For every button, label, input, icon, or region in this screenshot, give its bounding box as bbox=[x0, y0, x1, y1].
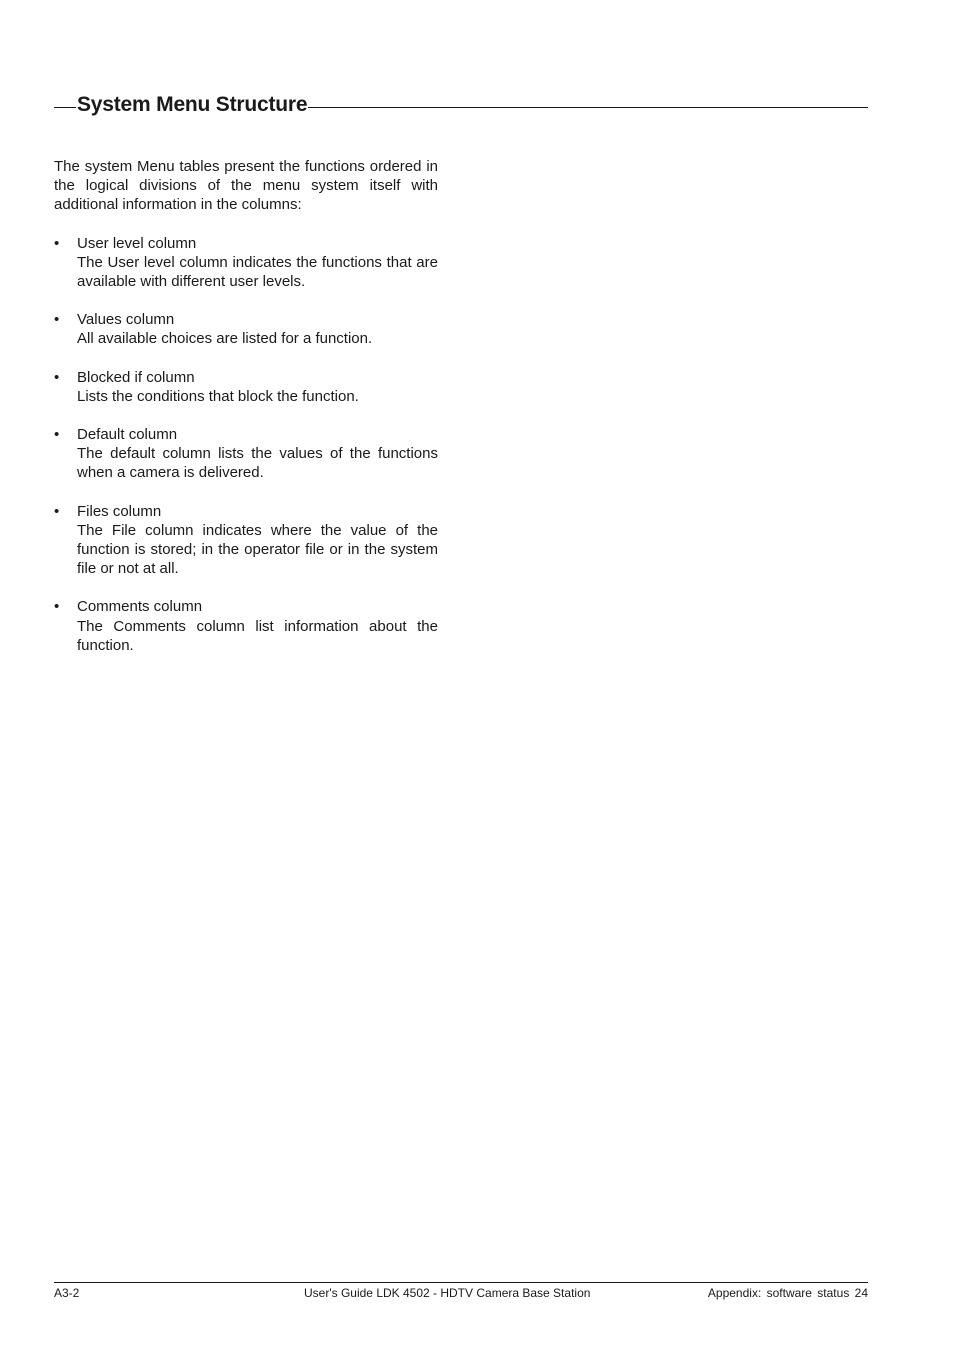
footer-page-id: A3-2 bbox=[54, 1286, 80, 1300]
bullet-heading: User level column bbox=[77, 234, 197, 252]
bullet-description: Lists the conditions that block the function. bbox=[77, 387, 359, 405]
intro-paragraph: The system Menu tables present the functions ordered in the logical divisions of the menu system itself with additional information in the columns: bbox=[54, 158, 438, 214]
bullet-icon: • bbox=[54, 368, 60, 386]
bullet-description: All available choices are listed for a function. bbox=[77, 330, 373, 348]
list-item bbox=[54, 425, 438, 483]
list-item bbox=[54, 310, 438, 348]
bullet-heading: Comments column bbox=[77, 598, 203, 616]
bullet-heading: Blocked if column bbox=[77, 368, 195, 386]
bullet-icon: • bbox=[54, 311, 60, 329]
list-item bbox=[54, 597, 438, 655]
bullet-description: The File column indicates where the value of the function is stored; in the operator file or in the system file or not at all. bbox=[77, 521, 438, 578]
footer-rule bbox=[54, 1282, 868, 1283]
bullet-description: The default column lists the values of the functions when a camera is delivered. bbox=[77, 445, 438, 482]
footer-appendix: Appendix: software status 24 bbox=[707, 1286, 868, 1300]
bullet-icon: • bbox=[54, 502, 60, 520]
title-trail-rule bbox=[308, 107, 868, 108]
bullet-heading: Values column bbox=[77, 311, 175, 329]
footer-guide-title: User's Guide LDK 4502 - HDTV Camera Base Station bbox=[304, 1286, 591, 1300]
section-title-row bbox=[54, 91, 868, 121]
bullet-heading: Default column bbox=[77, 426, 178, 444]
bullet-icon: • bbox=[54, 598, 60, 616]
list-item bbox=[54, 502, 438, 579]
list-item bbox=[54, 368, 438, 406]
bullet-description: The User level column indicates the functions that are available with different user levels. bbox=[77, 253, 438, 291]
title-lead-rule bbox=[54, 107, 76, 108]
page-title: System Menu Structure bbox=[77, 93, 308, 116]
list-item bbox=[54, 234, 438, 292]
bullet-icon: • bbox=[54, 426, 60, 444]
body-content bbox=[54, 157, 438, 674]
bullet-icon: • bbox=[54, 234, 60, 252]
bullet-heading: Files column bbox=[77, 502, 162, 520]
bullet-description: The Comments column list information about the function. bbox=[77, 617, 438, 654]
